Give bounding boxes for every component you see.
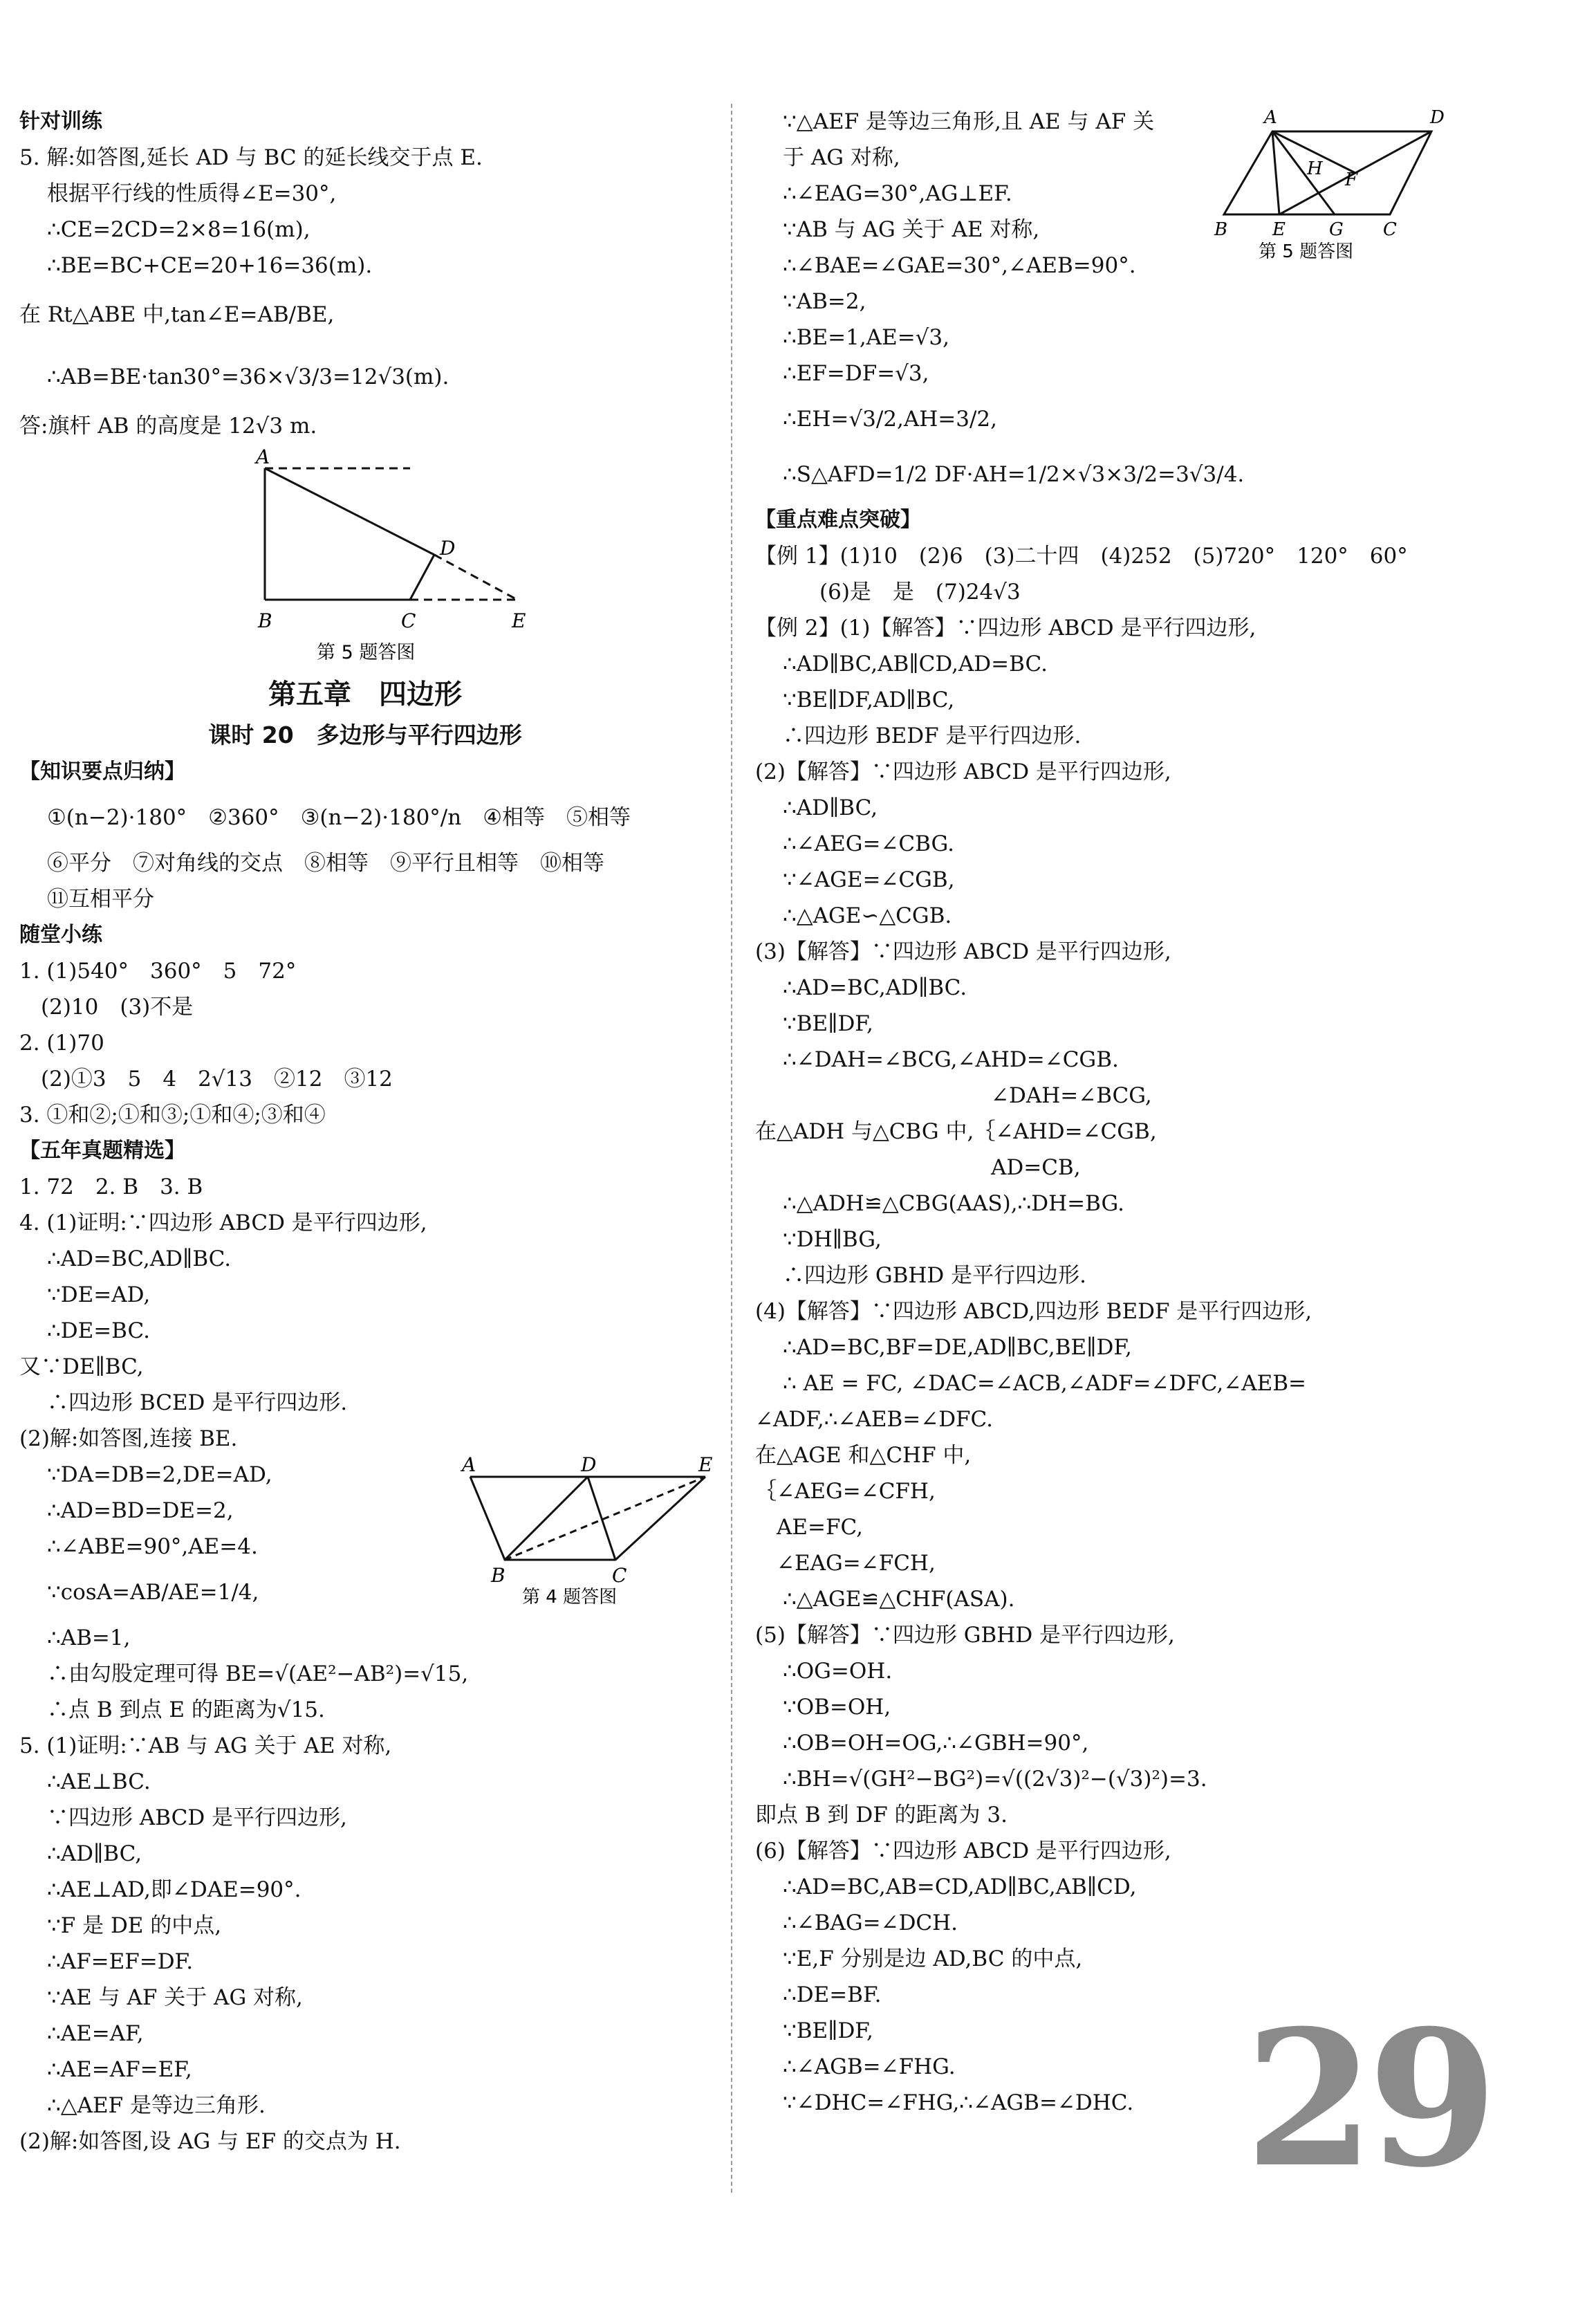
text-line: 在△ADH 与△CBG 中,｛∠AHD=∠CGB, <box>755 1119 1157 1144</box>
text-line: ∴四边形 BEDF 是平行四边形. <box>783 724 1082 748</box>
text-line: ∴AF=EF=DF. <box>47 1949 194 1974</box>
right-column <box>755 104 1447 2121</box>
column-divider <box>731 104 732 2193</box>
text-line: ∴∠DAH=∠BCG,∠AHD=∠CGB. <box>783 1047 1119 1072</box>
text-line: ∴AD=BC,BF=DE,AD∥BC,BE∥DF, <box>783 1335 1132 1360</box>
text-line: 在 Rt△ABE 中,tan∠E=AB/BE, <box>19 302 335 327</box>
page-number: 29 <box>1245 1989 1491 2209</box>
text-line: ｛∠AEG=∠CFH, <box>755 1479 936 1504</box>
chapter-title: 第五章 四边形 <box>268 679 462 710</box>
text-line: 根据平行线的性质得∠E=30°, <box>47 181 337 206</box>
text-line: ∴S△AFD=1/2 DF·AH=1/2×√3×3/2=3√3/4. <box>783 462 1245 487</box>
figure-q4 <box>456 1456 719 1615</box>
figure-q5 <box>1210 104 1445 270</box>
text-line: ⑪互相平分 <box>47 887 154 912</box>
text-line: ∴△AGE∽△CGB. <box>783 903 952 928</box>
text-line: ∴AD=BC,AB=CD,AD∥BC,AB∥CD, <box>783 1875 1137 1899</box>
label-e: E <box>512 609 526 632</box>
figure-flagpole <box>19 444 711 672</box>
text-line: ∴CE=2CD=2×8=16(m), <box>47 217 310 242</box>
label-c: C <box>1383 219 1397 240</box>
text-line: ∴BE=BC+CE=20+16=36(m). <box>47 253 373 278</box>
text-line: 于 AG 对称, <box>783 145 900 170</box>
text-line: ∵DA=DB=2,DE=AD, <box>47 1462 272 1487</box>
text-line: ∴∠AGB=∠FHG. <box>783 2054 956 2079</box>
text-line: 5. (1)证明:∵AB 与 AG 关于 AE 对称, <box>19 1733 392 1758</box>
text-line: ∴AD=BC,AD∥BC. <box>47 1246 232 1271</box>
text-line: ∴△ADH≌△CBG(AAS),∴DH=BG. <box>783 1191 1125 1216</box>
text-line: 在△AGE 和△CHF 中, <box>755 1443 972 1468</box>
label-a: A <box>1264 107 1277 128</box>
text-line: ∵AB 与 AG 关于 AE 对称, <box>783 217 1040 242</box>
label-c: C <box>401 609 416 632</box>
text-line: 1. 72 2. B 3. B <box>19 1175 203 1199</box>
text-line: ∴AE=AF, <box>47 2021 144 2046</box>
text-line: ∵四边形 ABCD 是平行四边形, <box>47 1805 347 1830</box>
section-heading: 【五年真题精选】 <box>19 1139 185 1163</box>
text-line: ∵∠AGE=∠CGB, <box>783 867 955 892</box>
text-line: ∵F 是 DE 的中点, <box>47 1913 222 1938</box>
text-line: ∴DE=BC. <box>47 1318 151 1343</box>
section-heading: 【重点难点突破】 <box>755 508 921 532</box>
text-line: 即点 B 到 DF 的距离为 3. <box>755 1803 1008 1828</box>
label-d: D <box>1430 107 1445 128</box>
text-line: ∴由勾股定理可得 BE=√(AE²−AB²)=√15, <box>47 1661 469 1686</box>
text-line: 2. (1)70 <box>19 1031 104 1056</box>
left-column <box>19 104 711 2160</box>
label-h: H <box>1307 158 1323 179</box>
text-line: ∴OG=OH. <box>783 1659 893 1684</box>
text-line: ∴BH=√(GH²−BG²)=√((2√3)²−(√3)²)=3. <box>783 1767 1207 1792</box>
text-line: ∠DAH=∠BCG, <box>755 1083 1152 1108</box>
text-line: ∴AE⊥AD,即∠DAE=90°. <box>47 1877 301 1902</box>
text-line: ∵DH∥BG, <box>783 1227 882 1252</box>
text-line: ∴EF=DF=√3, <box>783 361 929 386</box>
text-line: ∴AD=BC,AD∥BC. <box>783 975 967 1000</box>
text-line: ∠ADF,∴∠AEB=∠DFC. <box>755 1407 994 1432</box>
text-line: 4. (1)证明:∵四边形 ABCD 是平行四边形, <box>19 1210 427 1235</box>
text-line: AD=CB, <box>755 1155 1081 1180</box>
text-line: 3. ①和②;①和③;①和④;③和④ <box>19 1103 326 1127</box>
text-line: (2)解:如答图,连接 BE. <box>19 1426 238 1451</box>
lesson-title: 课时 20 多边形与平行四边形 <box>208 721 522 748</box>
text-line: ∴∠EAG=30°,AG⊥EF. <box>783 181 1012 206</box>
text-line: 【例 1】(1)10 (2)6 (3)二十四 (4)252 (5)720° 120° 60° <box>755 544 1408 569</box>
text-line: ∴△AEF 是等边三角形. <box>47 2093 266 2118</box>
label-e: E <box>1272 219 1286 240</box>
text-line: (6)【解答】∵四边形 ABCD 是平行四边形, <box>755 1839 1171 1863</box>
text-line: ∴四边形 GBHD 是平行四边形. <box>783 1263 1086 1288</box>
label-g: G <box>1329 219 1344 240</box>
label-b: B <box>258 609 272 632</box>
label-a: A <box>256 445 270 468</box>
text-line: ∵BE∥DF, <box>783 2018 873 2043</box>
text-line: (4)【解答】∵四边形 ABCD,四边形 BEDF 是平行四边形, <box>755 1299 1312 1324</box>
text-line: ∴∠AEG=∠CBG. <box>783 831 955 856</box>
text-line: ①(n−2)·180° ②360° ③(n−2)·180°/n ④相等 ⑤相等 <box>47 805 631 830</box>
text-line: (2)解:如答图,设 AG 与 EF 的交点为 H. <box>19 2129 401 2154</box>
label-b: B <box>1214 219 1228 240</box>
text-line: ∴AE⊥BC. <box>47 1769 151 1794</box>
text-line: ∴AD∥BC,AB∥CD,AD=BC. <box>783 652 1048 676</box>
text-line: (2)【解答】∵四边形 ABCD 是平行四边形, <box>755 759 1171 784</box>
label-e: E <box>698 1456 713 1476</box>
text-line: ∴AD∥BC, <box>47 1841 142 1866</box>
text-line: ∵BE∥DF, <box>783 1011 873 1036</box>
text-line: ∴∠ABE=90°,AE=4. <box>47 1534 258 1559</box>
text-line: ∴EH=√3/2,AH=3/2, <box>783 407 997 432</box>
text-line: AE=FC, <box>755 1515 863 1540</box>
text-line: ∴AE=AF=EF, <box>47 2057 192 2082</box>
text-line: 又∵DE∥BC, <box>19 1354 144 1379</box>
text-line: ∴AB=BE·tan30°=36×√3/3=12√3(m). <box>47 365 449 389</box>
text-line: ∵OB=OH, <box>783 1695 891 1720</box>
text-line: ⑥平分 ⑦对角线的交点 ⑧相等 ⑨平行且相等 ⑩相等 <box>47 851 604 876</box>
text-line: ∵△AEF 是等边三角形,且 AE 与 AF 关 <box>783 109 1155 134</box>
text-line: ∵BE∥DF,AD∥BC, <box>783 688 955 712</box>
section-heading: 【知识要点归纳】 <box>19 759 185 784</box>
label-d: D <box>440 537 456 560</box>
text-line: ∵E,F 分别是边 AD,BC 的中点, <box>783 1946 1083 1971</box>
text-line: ∴点 B 到点 E 的距离为√15. <box>47 1697 325 1722</box>
text-line: ∴OB=OH=OG,∴∠GBH=90°, <box>783 1731 1089 1756</box>
text-line: ∴AD∥BC, <box>783 795 878 820</box>
figure-caption: 第 4 题答图 <box>522 1587 618 1608</box>
label-b: B <box>491 1564 505 1587</box>
text-line: ∴四边形 BCED 是平行四边形. <box>47 1390 348 1415</box>
text-line: (2)10 (3)不是 <box>19 995 194 1020</box>
section-heading: 随堂小练 <box>19 923 102 947</box>
text-line: ∴AB=1, <box>47 1626 131 1650</box>
label-f: F <box>1345 169 1358 190</box>
text-line: ∵cosA=AB/AE=1/4, <box>47 1580 259 1605</box>
section-heading: 针对训练 <box>19 109 102 134</box>
text-line: (3)【解答】∵四边形 ABCD 是平行四边形, <box>755 939 1171 964</box>
figure-caption: 第 5 题答图 <box>317 642 416 663</box>
text-line: (6)是 是 (7)24√3 <box>755 580 1021 605</box>
text-line: 答:旗杆 AB 的高度是 12√3 m. <box>19 414 317 439</box>
text-line: 1. (1)540° 360° 5 72° <box>19 959 297 984</box>
text-line: ∵DE=AD, <box>47 1282 151 1307</box>
text-line: ∴△AGE≌△CHF(ASA). <box>783 1587 1015 1612</box>
figure-caption: 第 5 题答图 <box>1259 241 1354 262</box>
text-line: ∵∠DHC=∠FHG,∴∠AGB=∠DHC. <box>783 2090 1134 2115</box>
text-line: ∴∠BAG=∠DCH. <box>783 1911 958 1935</box>
text-line: ∴BE=1,AE=√3, <box>783 325 950 350</box>
text-line: 【例 2】(1)【解答】∵四边形 ABCD 是平行四边形, <box>755 616 1256 641</box>
text-line: ∴∠BAE=∠GAE=30°,∠AEB=90°. <box>783 253 1136 278</box>
text-line: (5)【解答】∵四边形 GBHD 是平行四边形, <box>755 1623 1175 1648</box>
text-line: ∵AB=2, <box>783 289 866 314</box>
text-line: ∴AD=BD=DE=2, <box>47 1498 234 1523</box>
text-line: ∵AE 与 AF 关于 AG 对称, <box>47 1985 303 2010</box>
text-line: 5. 解:如答图,延长 AD 与 BC 的延长线交于点 E. <box>19 145 483 170</box>
text-line: ∴DE=BF. <box>783 1982 882 2007</box>
text-line: (2)①3 5 4 2√13 ②12 ③12 <box>19 1067 393 1092</box>
label-d: D <box>581 1456 597 1476</box>
label-c: C <box>612 1564 627 1587</box>
text-line: ∴ AE = FC, ∠DAC=∠ACB,∠ADF=∠DFC,∠AEB= <box>783 1371 1306 1396</box>
label-a: A <box>462 1456 476 1476</box>
text-line: ∠EAG=∠FCH, <box>755 1551 936 1576</box>
